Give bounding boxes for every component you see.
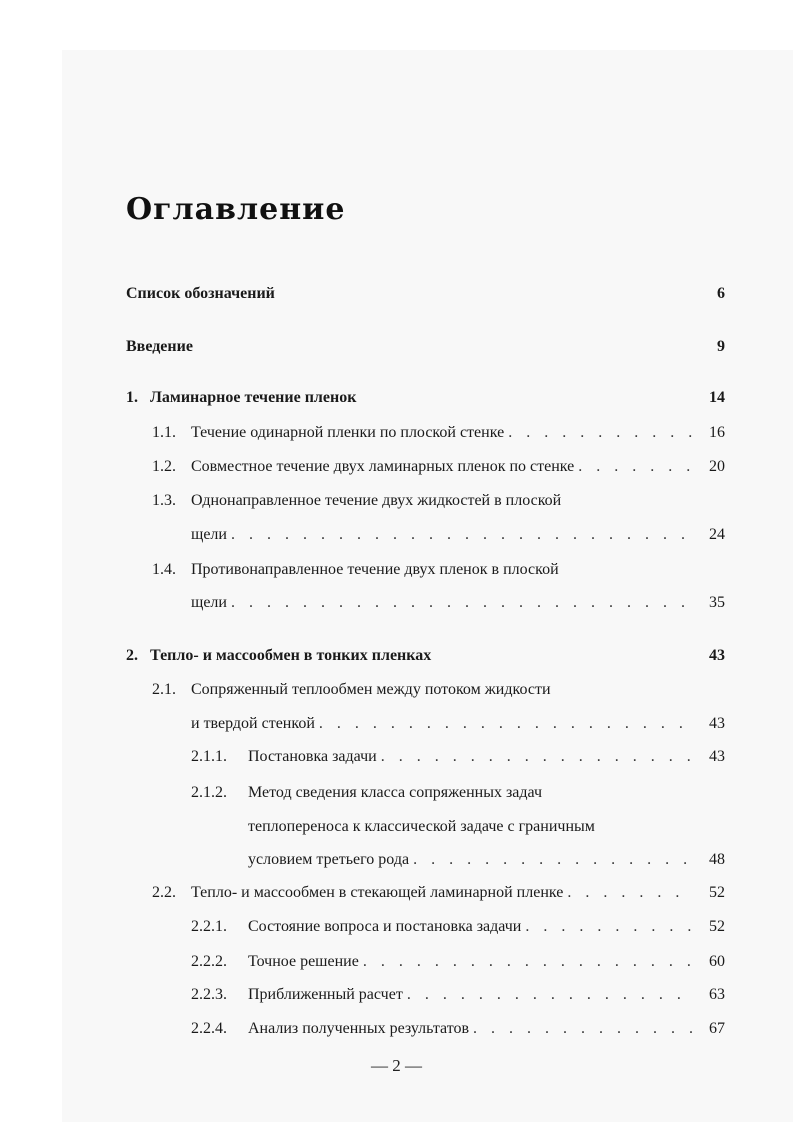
toc-page-number: 14 xyxy=(709,389,725,406)
toc-entry-text: Сопряженный теплообмен между потоком жидкости xyxy=(191,681,551,698)
toc-page-number: 9 xyxy=(717,338,725,355)
toc-entry-1-4[interactable] xyxy=(152,561,725,579)
toc-page-number: 24 xyxy=(709,526,725,543)
toc-entry-number: 1.2. xyxy=(152,458,176,475)
toc-entry-number: 1.1. xyxy=(152,424,176,441)
toc-entry-text: Ламинарное течение пленок xyxy=(150,389,357,406)
toc-page-number: 35 xyxy=(709,594,725,611)
toc-page-number: 52 xyxy=(709,918,725,935)
toc-entry-2-1-1[interactable] xyxy=(191,748,725,766)
toc-page-number: 63 xyxy=(709,986,725,1003)
toc-page-number: 67 xyxy=(709,1020,725,1037)
toc-page-number: 16 xyxy=(709,424,725,441)
toc-entry-number: 2.1.2. xyxy=(191,784,227,801)
toc-leader-dots xyxy=(578,458,693,476)
toc-entry-text: Введение xyxy=(126,338,193,355)
toc-entry-2-1-2-continuation[interactable] xyxy=(248,851,725,869)
toc-entry-text: условием третьего рода xyxy=(248,851,410,868)
toc-entry-chapter-2[interactable] xyxy=(126,647,725,665)
toc-entry-text: Тепло- и массообмен в стекающей ламинарной пленке xyxy=(191,884,564,901)
toc-entry-text: Противонаправленное течение двух пленок в плоской xyxy=(191,561,559,578)
toc-entry-introduction[interactable] xyxy=(126,338,725,356)
toc-entry-1-2[interactable] xyxy=(152,458,725,476)
toc-entry-number: 2.1. xyxy=(152,681,176,698)
toc-entry-number: 2.2.4. xyxy=(191,1020,227,1037)
toc-entry-2-2-1[interactable] xyxy=(191,918,725,936)
toc-entry-number: 1. xyxy=(126,389,138,406)
toc-entry-number: 2.1.1. xyxy=(191,748,227,765)
toc-leader-dots xyxy=(525,918,693,936)
toc-entry-1-4-continuation[interactable] xyxy=(191,594,725,612)
toc-entry-2-2-2[interactable] xyxy=(191,953,725,971)
page-footer-number: — 2 — xyxy=(371,1056,422,1075)
toc-entry-symbols[interactable] xyxy=(126,285,725,303)
toc-page-number: 6 xyxy=(717,285,725,302)
toc-entry-number: 1.3. xyxy=(152,492,176,509)
toc-leader-dots xyxy=(381,748,693,766)
toc-entry-text: и твердой стенкой xyxy=(191,715,315,732)
toc-entry-text: щели xyxy=(191,594,227,611)
toc-entry-number: 2.2.2. xyxy=(191,953,227,970)
toc-leader-dots xyxy=(319,715,693,733)
toc-entry-text: Течение одинарной пленки по плоской стенке xyxy=(191,424,505,441)
toc-page-number: 43 xyxy=(709,647,725,664)
toc-leader-dots xyxy=(473,1020,693,1038)
toc-entry-2-1[interactable] xyxy=(152,681,725,699)
toc-entry-2-2[interactable] xyxy=(152,884,725,902)
toc-entry-text: Точное решение xyxy=(248,953,359,970)
toc-leader-dots xyxy=(231,526,693,544)
toc-leader-dots xyxy=(363,953,693,971)
toc-entry-1-3-continuation[interactable] xyxy=(191,526,725,544)
toc-entry-text: Состояние вопроса и постановка задачи xyxy=(248,918,522,935)
toc-entry-number: 2. xyxy=(126,647,138,664)
toc-entry-2-1-2-line-2: теплопереноса к классической задаче с граничным xyxy=(248,818,595,835)
toc-entry-text: Совместное течение двух ламинарных пленок по стенке xyxy=(191,458,575,475)
toc-entry-text: Постановка задачи xyxy=(248,748,377,765)
toc-entry-number: 2.2.3. xyxy=(191,986,227,1003)
toc-entry-number: 2.2.1. xyxy=(191,918,227,935)
toc-entry-text: Список обозначений xyxy=(126,285,275,302)
toc-page-number: 48 xyxy=(709,851,725,868)
toc-entry-number: 2.2. xyxy=(152,884,176,901)
toc-page-number: 43 xyxy=(709,748,725,765)
toc-page-number: 52 xyxy=(709,884,725,901)
toc-entry-1-3[interactable] xyxy=(152,492,725,510)
toc-entry-text: Приближенный расчет xyxy=(248,986,403,1003)
toc-entry-2-1-continuation[interactable] xyxy=(191,715,725,733)
toc-leader-dots xyxy=(231,594,693,612)
toc-page-number: 43 xyxy=(709,715,725,732)
toc-leader-dots xyxy=(508,424,693,442)
toc-entry-text: Анализ полученных результатов xyxy=(248,1020,470,1037)
toc-page-number: 60 xyxy=(709,953,725,970)
toc-entry-2-2-3[interactable] xyxy=(191,986,725,1004)
toc-entry-text: щели xyxy=(191,526,227,543)
toc-entry-2-1-2[interactable] xyxy=(191,784,725,802)
toc-entry-chapter-1[interactable] xyxy=(126,389,725,407)
toc-page-number: 20 xyxy=(709,458,725,475)
toc-entry-text: Тепло- и массообмен в тонких пленках xyxy=(150,647,432,664)
toc-entry-1-1[interactable] xyxy=(152,424,725,442)
toc-leader-dots xyxy=(567,884,693,902)
toc-leader-dots xyxy=(407,986,693,1004)
toc-leader-dots xyxy=(413,851,693,869)
toc-entry-text: Метод сведения класса сопряженных задач xyxy=(248,784,543,801)
toc-entry-text: Однонаправленное течение двух жидкостей в плоской xyxy=(191,492,562,509)
toc-entry-number: 1.4. xyxy=(152,561,176,578)
page-title: Оглавление xyxy=(126,192,346,227)
toc-entry-2-2-4[interactable] xyxy=(191,1020,725,1038)
